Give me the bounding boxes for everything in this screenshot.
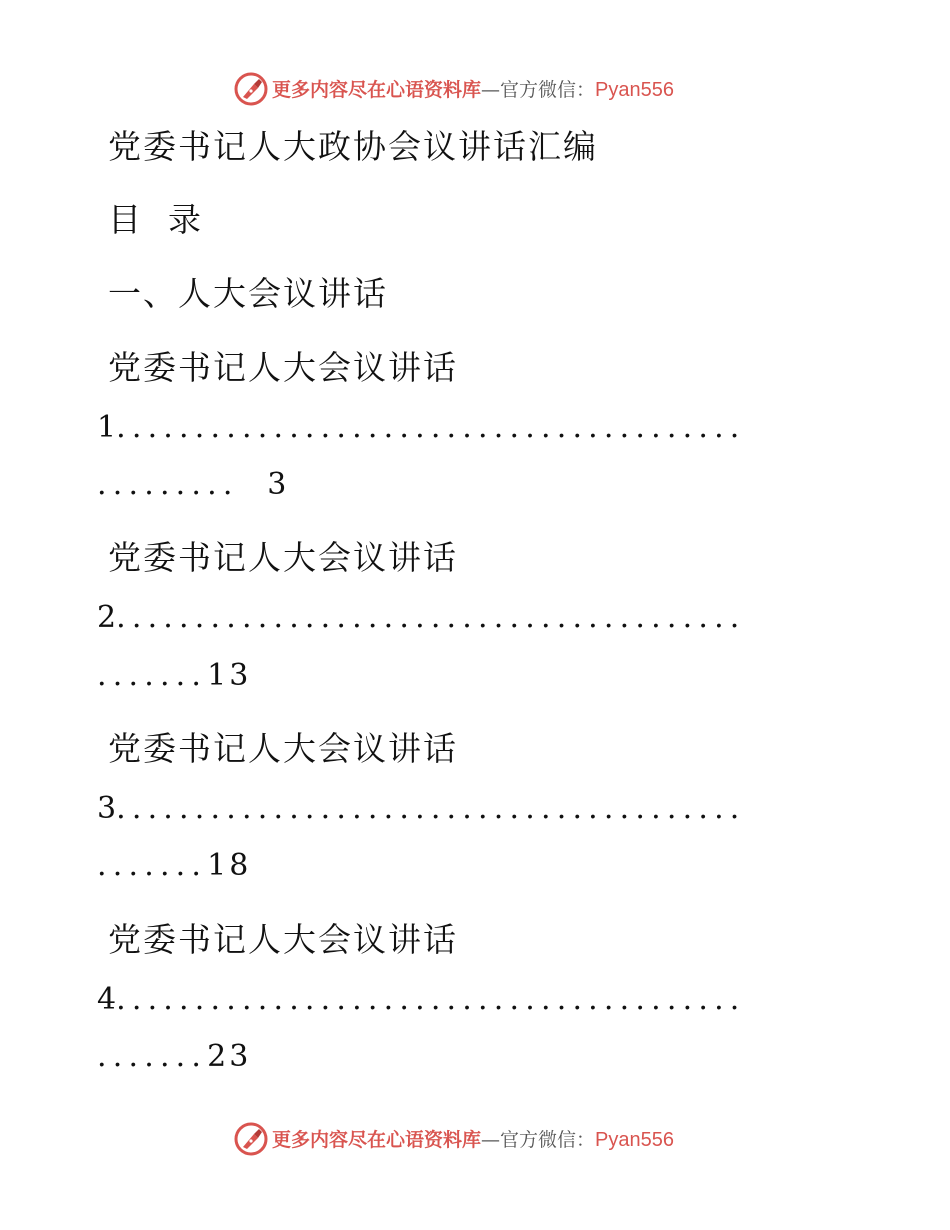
header-banner bbox=[0, 70, 950, 110]
banner-wechat-handle: Pyan556 bbox=[595, 1129, 674, 1151]
banner-wechat-handle: Pyan556 bbox=[595, 79, 674, 101]
toc-entry-number: 2 bbox=[97, 600, 117, 635]
toc-entry-page: 23 bbox=[207, 1039, 252, 1074]
banner-separator: — bbox=[481, 1129, 501, 1151]
toc-leader-dots: ......... bbox=[97, 467, 239, 502]
toc-entry-number: 3 bbox=[97, 791, 117, 826]
toc-entry-leader[interactable] bbox=[97, 789, 746, 829]
banner-site-text: 更多内容尽在心语资料库 bbox=[272, 79, 482, 101]
banner-wechat-label: 官方微信： bbox=[500, 79, 596, 101]
toc-leader-dots: ........................................ bbox=[116, 982, 746, 1017]
toc-leader-dots: ....... bbox=[97, 848, 208, 883]
toc-heading: 目 录 bbox=[108, 200, 203, 239]
banner-text bbox=[272, 1126, 674, 1153]
toc-leader-dots: ........................................ bbox=[116, 600, 746, 635]
toc-entry-continuation[interactable] bbox=[97, 465, 289, 505]
toc-entry-leader[interactable] bbox=[97, 980, 746, 1020]
toc-entry-number: 4 bbox=[97, 982, 117, 1017]
toc-leader-dots: ........................................ bbox=[116, 791, 746, 826]
toc-entry-continuation[interactable] bbox=[97, 656, 251, 696]
toc-entry-title[interactable]: 党委书记人大会议讲话 bbox=[108, 538, 458, 577]
toc-entry-page: 18 bbox=[207, 848, 252, 883]
toc-entry-number: 1 bbox=[97, 410, 117, 445]
toc-entry-page: 13 bbox=[207, 658, 252, 693]
toc-entry-title[interactable]: 党委书记人大会议讲话 bbox=[108, 729, 458, 768]
toc-entry-continuation[interactable] bbox=[97, 1037, 251, 1077]
toc-leader-dots: ....... bbox=[97, 1039, 208, 1074]
toc-entry-continuation[interactable] bbox=[97, 846, 251, 886]
footer-banner bbox=[0, 1120, 950, 1160]
toc-leader-dots: ....... bbox=[97, 658, 208, 693]
section-heading: 一、人大会议讲话 bbox=[108, 274, 388, 313]
toc-leader-dots: ........................................ bbox=[116, 410, 746, 445]
banner-wechat-label: 官方微信： bbox=[500, 1129, 596, 1151]
toc-entry-leader[interactable] bbox=[97, 408, 746, 448]
pen-nib-logo-icon bbox=[234, 72, 268, 106]
banner-separator: — bbox=[481, 79, 501, 101]
banner-site-text: 更多内容尽在心语资料库 bbox=[272, 1129, 482, 1151]
pen-nib-logo-icon bbox=[234, 1122, 268, 1156]
toc-entry-page: 3 bbox=[267, 467, 290, 502]
document-title: 党委书记人大政协会议讲话汇编 bbox=[108, 127, 598, 166]
banner-text bbox=[272, 76, 674, 103]
toc-entry-leader[interactable] bbox=[97, 598, 746, 638]
toc-entry-title[interactable]: 党委书记人大会议讲话 bbox=[108, 348, 458, 387]
toc-entry-title[interactable]: 党委书记人大会议讲话 bbox=[108, 920, 458, 959]
